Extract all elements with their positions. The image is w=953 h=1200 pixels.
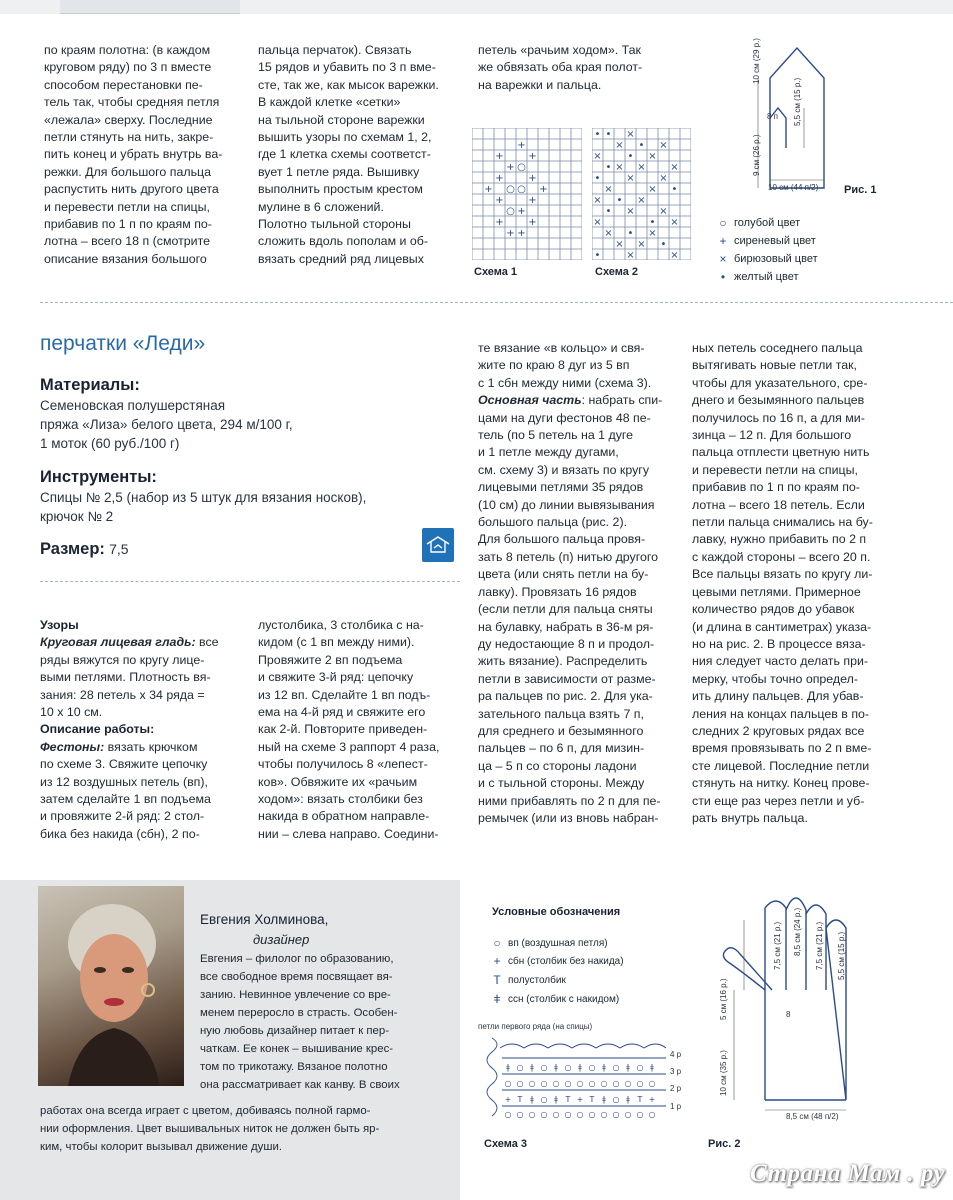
svg-text:×: × xyxy=(648,184,657,195)
svg-text:○: ○ xyxy=(506,184,515,195)
tools-heading: Инструменты: xyxy=(40,468,157,486)
double-crochet-icon: ǂ xyxy=(493,992,501,1006)
svg-text:○: ○ xyxy=(588,1110,596,1119)
fig-1-dim-e: 10 см (44 п/2) xyxy=(768,183,819,192)
svg-text:×: × xyxy=(615,239,624,250)
svg-text:○: ○ xyxy=(612,1110,620,1119)
svg-text:ǂ: ǂ xyxy=(626,1095,630,1104)
patterns-column: Узоры Круговая лицевая гладь: все ряды вяжутся по кругу лице- выми петлями. Плотность вя- зания: 28 петель х 34 ряда = 10 х 10 см. Описание работы: Фестоны: вязать крючком по схеме 3. Свяжите цепочку из 12 воздушных петель (вп), затем сделайте 1 вп подъема и провяжите 2-й ряд: 2 стол- бика без накида (сбн), 2 по- xyxy=(40,618,219,841)
svg-text:ǂ: ǂ xyxy=(650,1063,654,1072)
svg-text:+: + xyxy=(504,1095,512,1104)
svg-text:×: × xyxy=(626,250,635,260)
designer-photo xyxy=(38,886,184,1086)
scheme-1-grid xyxy=(472,128,582,260)
svg-text:○: ○ xyxy=(564,1110,572,1119)
svg-text:•: • xyxy=(660,239,667,250)
svg-text:×: × xyxy=(670,217,679,228)
svg-text:○: ○ xyxy=(612,1063,620,1072)
materials-text: Семеновская полушерстяная пряжа «Лиза» белого цвета, 294 м/100 г, 1 моток (60 руб./100 г) xyxy=(40,398,293,451)
svg-text:×: × xyxy=(615,162,624,173)
svg-text:○: ○ xyxy=(600,1079,608,1088)
legend-item: ǂ ссн (столбик с накидом) xyxy=(486,992,619,1006)
svg-text:×: × xyxy=(615,140,624,151)
svg-text:×: × xyxy=(604,228,613,239)
svg-text:○: ○ xyxy=(624,1110,632,1119)
svg-text:+: + xyxy=(506,162,515,173)
svg-text:○: ○ xyxy=(517,184,526,195)
svg-text:○: ○ xyxy=(540,1110,548,1119)
designer-bio: Евгения – филолог по образованию, все свободное время посвящает вя- занию. Невинное увлечение со вре- менем переросло в страсть. Особен- ную любовь дизайнер питает к пер- чаткам. Ее конек – вышивание крес- том по трикотажу. Вязаное полотно она рассматривает как канву. В своих xyxy=(200,953,400,1091)
legend-item: T полустолбик xyxy=(486,973,566,987)
svg-text:○: ○ xyxy=(636,1110,644,1119)
svg-text:ǂ: ǂ xyxy=(530,1095,534,1104)
instructions-column-3: те вязание «в кольцо» и свя- жите по краю 8 дуг из 5 вп с 1 сбн между ними (схема 3). Основная часть: набрать спи- цами на дуги фестонов 48 пе- тель (по 5 петель на 1 дуге и 1 петле между дугами, см. схему 3) и вязать по кругу лицевыми петлями 35 рядов (10 см) до линии вывязывания большого пальца (рис. 2). Для большого пальца провя- зать 8 петель (п) нитью другого цвета (или снять петли на бу- лавку). Провязать 16 рядов (если петли для пальца сняты на булавку, набрать в 36-м ря- ду недостающие 8 п и продол- жить вязание). Распределить петли в зависимости от разме- ра пальцев по рис. 2. Для ука- зательного пальца взять 7 п, для среднего и безымянного пальцев – по 6 п, для мизин- ца – 5 п со стороны ладони и с тыльной стороны. Между ними прибавлять по 2 п для пе- ремычек (или из вновь набран- xyxy=(478,341,663,825)
svg-text:○: ○ xyxy=(528,1079,536,1088)
svg-text:○: ○ xyxy=(576,1110,584,1119)
fig-1-label: Рис. 1 xyxy=(844,184,877,196)
instructions-column-4: ных петель соседнего пальца вытягивать новые петли так, чтобы для указательного, сре- днего и безымянного пальцев получилось по 16 п, а для ми- зинца – 12 п. Для большого пальца отплести цветную нить и перевести петли на спицы, прибавив по 1 п по краям по- лотна – всего 18 петель. Если петли пальца снимались на бу- лавку, нужно прибавить по 2 п с каждой стороны – всего 20 п. Все пальцы вязать по кругу ли- цевыми петлями. Примерное количество рядов до убавок (и длина в сантиметрах) указа- но на рис. 2. В процессе вяза- ния следует часто делать при- мерку, чтобы точно определ- ить длину пальцев. Для убав- ления на концах пальцев в по- следних 2 круговых рядах все время провязывать по 2 п вме- сте лицевой. Последние петли стянуть на нитку. Конец прове- сти еще раз через петли и уб- рать внутрь пальца. xyxy=(692,341,873,825)
scheme-2-label: Схема 2 xyxy=(595,266,639,278)
legend-item: ○ вп (воздушная петля) xyxy=(486,936,608,950)
svg-text:○: ○ xyxy=(516,1063,524,1072)
legend-item: ○ голубой цвет xyxy=(712,216,800,230)
size-line: Размер: 7,5 xyxy=(40,540,129,558)
svg-text:○: ○ xyxy=(516,1079,524,1088)
svg-text:×: × xyxy=(648,151,657,162)
svg-text:T: T xyxy=(637,1095,643,1104)
scheme-1-label: Схема 1 xyxy=(474,266,518,278)
svg-text:○: ○ xyxy=(552,1110,560,1119)
fig-1-mitten-diagram xyxy=(740,38,880,203)
svg-text:×: × xyxy=(637,162,646,173)
svg-text:×: × xyxy=(626,206,635,217)
svg-text:ǂ: ǂ xyxy=(602,1063,606,1072)
svg-text:○: ○ xyxy=(636,1079,644,1088)
fig-1-dim-d: 9 см (26 р.) xyxy=(752,134,761,176)
svg-text:○: ○ xyxy=(564,1063,572,1072)
top-tab xyxy=(60,0,240,14)
scheme-3-row-label: 4 р xyxy=(670,1050,682,1059)
svg-text:×: × xyxy=(659,140,668,151)
svg-text:•: • xyxy=(616,195,623,206)
section-divider xyxy=(40,302,953,303)
svg-text:○: ○ xyxy=(540,1063,548,1072)
svg-text:•: • xyxy=(649,217,656,228)
svg-text:○: ○ xyxy=(648,1079,656,1088)
fig-2-dim: 10 см (35 р.) xyxy=(719,1050,728,1096)
svg-text:○: ○ xyxy=(552,1079,560,1088)
svg-text:○: ○ xyxy=(648,1110,656,1119)
svg-text:×: × xyxy=(670,250,679,260)
top-column-3: петель «рачьим ходом». Так же обвязать оба края полот- на варежки и пальца. xyxy=(478,43,643,92)
fig-1-dim-b: 8 п xyxy=(767,112,779,121)
svg-text:×: × xyxy=(593,195,602,206)
svg-text:○: ○ xyxy=(564,1079,572,1088)
fig-2-dim: 7,5 см (21 р.) xyxy=(773,921,782,970)
svg-text:○: ○ xyxy=(504,1110,512,1119)
svg-text:+: + xyxy=(528,195,537,206)
svg-text:+: + xyxy=(495,195,504,206)
svg-text:×: × xyxy=(626,173,635,184)
svg-text:ǂ: ǂ xyxy=(578,1063,582,1072)
svg-text:T: T xyxy=(565,1095,571,1104)
svg-text:○: ○ xyxy=(540,1095,548,1104)
chain-stitch-icon: ○ xyxy=(493,936,501,950)
half-double-crochet-icon: T xyxy=(493,973,501,987)
svg-text:+: + xyxy=(495,151,504,162)
svg-text:×: × xyxy=(637,239,646,250)
scheme-2-grid xyxy=(592,128,691,260)
svg-text:○: ○ xyxy=(576,1079,584,1088)
designer-name: Евгения Холминова, xyxy=(200,912,329,927)
svg-text:•: • xyxy=(671,184,678,195)
svg-text:○: ○ xyxy=(504,1079,512,1088)
svg-text:•: • xyxy=(627,151,634,162)
svg-text:○: ○ xyxy=(624,1079,632,1088)
section-divider xyxy=(40,581,460,582)
svg-text:ǂ: ǂ xyxy=(530,1063,534,1072)
svg-text:○: ○ xyxy=(506,206,515,217)
svg-text:○: ○ xyxy=(612,1079,620,1088)
designer-role: дизайнер xyxy=(253,932,310,947)
svg-text:+: + xyxy=(528,217,537,228)
single-crochet-icon: + xyxy=(493,954,501,968)
svg-text:×: × xyxy=(593,217,602,228)
fig-2-dim: 5 см (16 р.) xyxy=(719,978,728,1020)
svg-text:+: + xyxy=(495,217,504,228)
instructions-column-2: лустолбика, 3 столбика с на- кидом (с 1 вп между ними). Провяжите 2 вп подъема и свяжите 3-й ряд: цепочку из 12 вп. Сделайте 1 вп подъ- ема на 4-й ряд и свяжите его как 2-й. Повторите приведен- ный на схеме 3 раппорт 4 раза, чтобы получилось 8 «лепест- ков». Обвяжите их «рачьим ходом»: вязать столбики без накида в обратном направле- нии – слева направо. Соедини- xyxy=(258,618,440,841)
svg-text:+: + xyxy=(576,1095,584,1104)
svg-text:○: ○ xyxy=(588,1063,596,1072)
fig-2-dim: 5,5 см (15 р.) xyxy=(837,931,846,980)
svg-text:○: ○ xyxy=(636,1063,644,1072)
svg-text:○: ○ xyxy=(516,1110,524,1119)
fig-1-dim-a: 10 см (29 р.) xyxy=(752,38,761,84)
svg-text:×: × xyxy=(648,228,657,239)
svg-text:+: + xyxy=(528,151,537,162)
fig-2-dim: 7,5 см (21 р.) xyxy=(815,921,824,970)
plus-icon: + xyxy=(719,234,727,248)
fig-2-dim: 8,5 см (48 п/2) xyxy=(786,1112,839,1121)
svg-text:ǂ: ǂ xyxy=(602,1095,606,1104)
watermark: Страна Мам . ру xyxy=(750,1160,946,1187)
scheme-3-row-label: 1 р xyxy=(670,1102,682,1111)
svg-text:ǂ: ǂ xyxy=(554,1063,558,1072)
svg-text:○: ○ xyxy=(600,1110,608,1119)
legend-item: • желтый цвет xyxy=(712,270,799,284)
fig-2-dim: 8,5 см (24 р.) xyxy=(793,907,802,956)
legend-item: × бирюзовый цвет xyxy=(712,252,818,266)
svg-text:•: • xyxy=(594,173,601,184)
svg-text:•: • xyxy=(594,129,601,140)
circle-icon: ○ xyxy=(719,216,727,230)
svg-text:•: • xyxy=(638,140,645,151)
svg-text:+: + xyxy=(517,228,526,239)
svg-text:○: ○ xyxy=(517,162,526,173)
top-column-2: пальца перчаток). Связать 15 рядов и убавить по 3 п вме- сте, так же, как мысок варежки. В каждой клетке «сетки» на тыльной стороне варежки вышить узоры по схемам 1, 2, где 1 клетка схемы соответст- вует 1 петле ряда. Вышивку выполнить простым крестом мулине в 6 сложений. Полотно тыльной стороны сложить вдоль пополам и об- вязать средний ряд лицевых xyxy=(258,43,439,266)
svg-text:T: T xyxy=(589,1095,595,1104)
svg-text:×: × xyxy=(604,184,613,195)
top-column-1: по краям полотна: (в каждом круговом ряду) по 3 п вместе способом перестановки пе- тель так, чтобы средняя петля «лежала» сверху. Последние петли стянуть на нить, закре- пить конец и убрать внутрь ва- режки. Для большого пальца распустить нить другого цвета и перевести петли на спицы, прибавив по 1 п по краям по- лотна – всего 18 п (смотрите описание вязания большого xyxy=(44,43,223,266)
legend-item: + сбн (столбик без накида) xyxy=(486,954,624,968)
fig-1-dim-c: 5,5 см (15 р.) xyxy=(793,77,802,126)
cross-icon: × xyxy=(719,252,727,266)
svg-text:T: T xyxy=(517,1095,523,1104)
article-title: перчатки «Леди» xyxy=(40,332,206,355)
svg-text:•: • xyxy=(627,228,634,239)
svg-text:○: ○ xyxy=(588,1079,596,1088)
svg-text:×: × xyxy=(659,206,668,217)
svg-text:×: × xyxy=(670,162,679,173)
svg-text:+: + xyxy=(528,173,537,184)
tools-text: Спицы № 2,5 (набор из 5 штук для вязания носков), крючок № 2 xyxy=(40,490,367,524)
svg-text:•: • xyxy=(594,250,601,260)
designer-bio-continued: работах она всегда играет с цветом, добиваясь полной гармо- нии оформления. Цвет вышивальных ниток не должен быть яр- ким, чтобы колорит вызывал движение души. xyxy=(40,1105,380,1153)
svg-text:+: + xyxy=(506,228,515,239)
svg-text:+: + xyxy=(484,184,493,195)
scheme-3-row-label: 2 р xyxy=(670,1084,682,1093)
svg-text:○: ○ xyxy=(528,1110,536,1119)
svg-text:×: × xyxy=(626,129,635,140)
svg-text:•: • xyxy=(605,162,612,173)
dot-icon: • xyxy=(720,270,726,284)
svg-text:○: ○ xyxy=(540,1079,548,1088)
fig-2-label: Рис. 2 xyxy=(708,1138,741,1150)
crochet-legend-heading: Условные обозначения xyxy=(492,906,621,918)
svg-text:×: × xyxy=(659,173,668,184)
svg-text:+: + xyxy=(648,1095,656,1104)
scheme-3-diagram xyxy=(478,1034,668,1125)
materials-heading: Материалы: xyxy=(40,376,140,394)
fig-2-dim: 8 xyxy=(786,1010,791,1019)
scheme-3-note: петли первого ряда (на спицы) xyxy=(478,1022,593,1031)
svg-text:•: • xyxy=(605,206,612,217)
scheme-3-label: Схема 3 xyxy=(484,1138,528,1150)
svg-text:ǂ: ǂ xyxy=(506,1063,510,1072)
svg-text:ǂ: ǂ xyxy=(626,1063,630,1072)
legend-item: + сиреневый цвет xyxy=(712,234,816,248)
svg-text:+: + xyxy=(517,206,526,217)
svg-text:○: ○ xyxy=(612,1095,620,1104)
svg-text:ǂ: ǂ xyxy=(554,1095,558,1104)
svg-text:×: × xyxy=(593,151,602,162)
svg-text:×: × xyxy=(637,195,646,206)
scheme-3-row-label: 3 р xyxy=(670,1067,682,1076)
difficulty-icon xyxy=(422,528,454,562)
svg-text:+: + xyxy=(517,140,526,151)
svg-text:+: + xyxy=(495,173,504,184)
svg-text:•: • xyxy=(605,129,612,140)
svg-text:+: + xyxy=(539,184,548,195)
